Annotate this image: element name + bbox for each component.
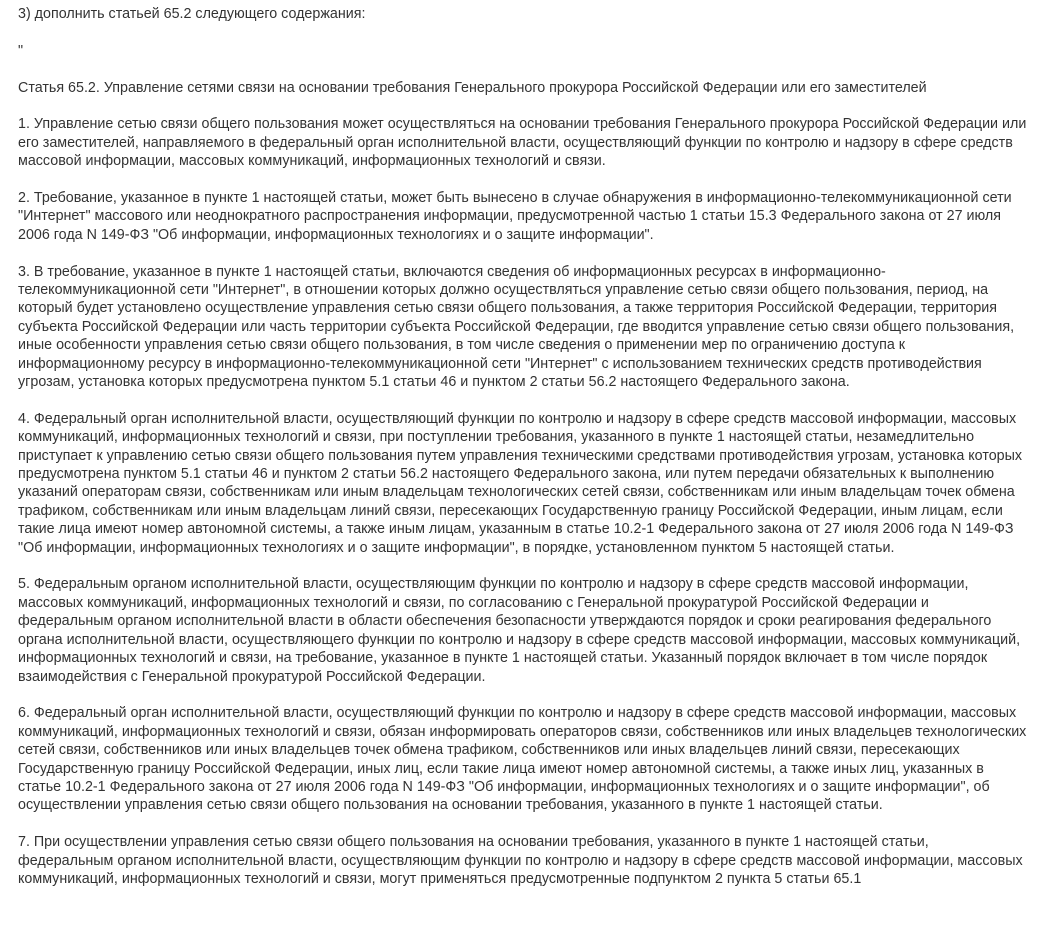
paragraph-7: 7. При осуществлении управления сетью связи общего пользования на основании требования, указанного в пункте 1 настоящей статьи, федеральным органом исполнительной власти, осуществляющим функции по контролю и надзору в сфере средств массовой информации, массовых коммуникаций, информационных технологий и связи, могут применяться предусмотренные подпунктом 2 пункта 5 статьи 65.1 — [18, 834, 1023, 887]
paragraph-4: 4. Федеральный орган исполнительной власти, осуществляющий функции по контролю и надзору в сфере средств массовой информации, массовых коммуникаций, информационных технологий и связи, при поступлении требования, указанного в пункте 1 настоящей статьи, незамедлительно приступает к управлению сетью связи общего пользования путем управления техническими средствами противодействия угрозам, установка которых предусмотрена пунктом 5.1 статьи 46 и пунктом 2 статьи 56.2 настоящего Федерального закона, или путем передачи обязательных к выполнению указаний операторам связи, собственникам или иным владельцам технологических сетей связи, собственникам или иным владельцам точек обмена трафиком, собственникам или иным владельцам линий связи, пересекающих Государственную границу Российской Федерации, иным лицам, если такие лица имеют номер автономной системы, а также иным лицам, указанным в статье 10.2-1 Федерального закона от 27 июля 2006 года N 149-ФЗ "Об информации, информационных технологиях и о защите информации", в порядке, установленном пунктом 5 настоящей статьи. — [18, 410, 1023, 556]
paragraph-1: 1. Управление сетью связи общего пользования может осуществляться на основании требования Генерального прокурора Российской Федерации или его заместителей, направляемого в федеральный орган исполнительной власти, осуществляющий функции по контролю и надзору в сфере средств массовой информации, массовых коммуникаций, информационных технологий и связи. — [18, 116, 1027, 170]
paragraph-6: 6. Федеральный орган исполнительной власти, осуществляющий функции по контролю и надзору в сфере средств массовой информации, массовых коммуникаций, информационных технологий и связи, обязан информировать операторов связи, собственников или иных владельцев технологических сетей связи, собственников или иных владельцев точек обмена трафиком, собственников или иных владельцев линий связи, пересекающих Государственную границу Российской Федерации, иных лиц, если такие лица имеют номер автономной системы, а также иных лиц, указанных в статье 10.2-1 Федерального закона от 27 июля 2006 года N 149-ФЗ "Об информации, информационных технологиях и о защите информации", об осуществлении управления сетью связи общего пользования на основании требования, указанного в пункте 1 настоящей статьи. — [18, 705, 1027, 814]
opening-quote: " — [18, 42, 24, 59]
paragraph-5: 5. Федеральным органом исполнительной власти, осуществляющим функции по контролю и надзору в сфере средств массовой информации, массовых коммуникаций, информационных технологий и связи, по согласованию с Генеральной прокуратурой Российской Федерации и федеральным органом исполнительной власти в области обеспечения безопасности утверждаются порядок и сроки реагирования федерального органа исполнительной власти, осуществляющего функции по контролю и надзору в сфере средств массовой информации, массовых коммуникаций, информационных технологий и связи, на требование, указанное в пункте 1 настоящей статьи. Указанный порядок включает в том числе порядок взаимодействия с Генеральной прокуратурой Российской Федерации. — [18, 576, 1021, 685]
document-body — [18, 5, 1028, 907]
paragraph-3: 3. В требование, указанное в пункте 1 настоящей статьи, включаются сведения об информационных ресурсах в информационно-телекоммуникационной сети "Интернет", в отношении которых должно осуществляться управление сетью связи общего пользования, период, на который будет установлено осуществление управления сетью связи общего пользования, а также территория Российской Федерации, территория субъекта Российской Федерации или часть территории субъекта Российской Федерации, где вводится управление сетью связи общего пользования, иные особенности управления сетью связи общего пользования, в том числе сведения о применении мер по ограничению доступа к информационному ресурсу в информационно-телекоммуникационной сети "Интернет" с использованием технических средств противодействия угрозам, установка которых предусмотрена пунктом 5.1 статьи 46 и пунктом 2 статьи 56.2 настоящего Федерального закона. — [18, 263, 1015, 391]
paragraph-2: 2. Требование, указанное в пункте 1 настоящей статьи, может быть вынесено в случае обнаружения в информационно-телекоммуникационной сети "Интернет" массового или неоднократного распространения информации, предусмотренной частью 1 статьи 15.3 Федерального закона от 27 июля 2006 года N 149-ФЗ "Об информации, информационных технологиях и о защите информации". — [18, 189, 1012, 243]
article-title: Статья 65.2. Управление сетями связи на основании требования Генерального прокурора Российской Федерации или его заместителей — [18, 79, 927, 96]
intro-line: 3) дополнить статьей 65.2 следующего содержания: — [18, 6, 366, 22]
